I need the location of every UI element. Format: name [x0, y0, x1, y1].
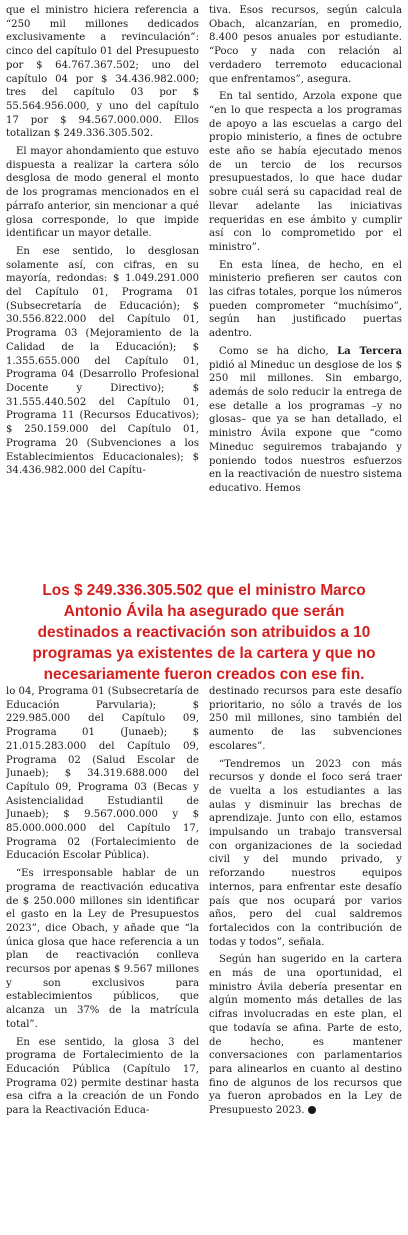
paragraph-with-publication-name	[209, 345, 402, 496]
pull-quote-line: destinados a reactivación son atribuidos a 10	[37, 623, 371, 641]
paragraph: destinado recursos para este desafío prioritario, no sólo a través de los 250 mil millones, sino también del aumento de las subvenciones escolares”.	[209, 686, 402, 752]
paragraph-text: Según han sugerido en la cartera en más de una oportunidad, el ministro Ávila debería presentar en algún momento más detalles de las cifras involucradas en este plan, el que todavía se afina. Parte de esto, de hecho, es mantener conversaciones con parlamentarios para alinearlos en cuanto al destino fino de algunos de los recursos que ya fueron aprobados en la Ley de Presupuesto 2023.	[209, 954, 402, 1117]
bottom-right-column	[209, 685, 402, 1231]
pull-quote-line: Los $ 249.336.305.502 que el ministro Marco	[42, 581, 366, 599]
paragraph: El mayor ahondamiento que estuvo dispuesta a realizar la cartera sólo desglosa de modo general el monto de los programas mencionados en el párrafo anterior, sin mencionar a qué glosa corresponde, lo que impide identificar un mayor detalle.	[6, 146, 199, 240]
paragraph: En tal sentido, Arzola expone que “en lo que respecta a los programas de apoyo a las escuelas a cargo del propio ministerio, a fines de octubre este año se había ejecutado menos de un tercio de los recursos presupuestados, lo que hace dudar sobre cuál será su capacidad real de llevar adelante las iniciativas requeridas en ese ámbito y cumplir así con lo comprometido por el ministro”.	[209, 91, 402, 253]
paragraph: tiva. Esos recursos, según calcula Obach, alcanzarían, en promedio, 8.400 pesos anuales por estudiante. “Poco y nada con relación al verdadero terremoto educacional que enfrentamos”, asegura.	[209, 5, 402, 85]
paragraph: que el ministro hiciera referencia a “250 mil millones dedicados exclusivamente a revinculación”: cinco del capítulo 01 del Presupuesto por $ 64.767.367.502; uno del capítulo 04 por $ 34.436.982.000; tres del capítulo 03 por $ 55.564.956.000, y uno del capítulo 17 por $ 94.567.000.000. Ellos totalizan $ 249.336.305.502.	[6, 5, 199, 140]
paragraph-final	[209, 953, 402, 1117]
end-of-article-icon	[308, 1106, 316, 1114]
paragraph: “Tendremos un 2023 con más recursos y donde el foco será traer de vuelta a los estudiantes a las aulas y disminuir las brechas de aprendizaje. Junto con ello, estamos impulsando un trabajo transversal con organizaciones de la sociedad civil y del mundo privado, y reforzando nuestros equipos internos, para enfrentar este desafío país que nos ocupará por varios años, pero del cual saldremos fortalecidos con la contribución de todas y todos”, señala.	[209, 758, 402, 948]
paragraph: En ese sentido, lo desglosan solamente así, con cifras, en su mayoría, redondas: $ 1.049.291.000 del Capítulo 01, Programa 01 (Subsecretaría de Educación); $ 30.556.822.000 del Capítulo 01, Programa 03 (Mejoramiento de la Calidad de la Educación); $ 1.355.655.000 del Capítulo 01, Programa 04 (Desarrollo Profesional Docente y Directivo); $ 31.555.440.502 del Capítulo 01, Programa 11 (Recursos Educativos); $ 250.159.000 del Capítulo 01, Programa 20 (Subvenciones a los Establecimientos Educacionales); $ 34.436.982.000 del Capítu-	[6, 245, 199, 477]
top-left-column	[6, 4, 199, 578]
publication-name: La Tercera	[337, 345, 402, 357]
paragraph: “Es irresponsable hablar de un programa de reactivación educativa de $ 250.000 millones sin identificar el gasto en la Ley de Presupuestos 2023”, dice Obach, y añade que “la única glosa que hace referencia a un plan de reactivación conlleva recursos por apenas $ 9.567 millones y son exclusivos para establecimientos públicos, que alcanza un 37% de la matrícula total”.	[6, 868, 199, 1030]
paragraph: En esta línea, de hecho, en el ministerio prefieren ser cautos con las cifras totales, porque los números pueden comprometer “muchísimo”, según han justificado puertas adentro.	[209, 259, 402, 340]
top-right-column	[209, 4, 402, 578]
paragraph: En ese sentido, la glosa 3 del programa de Fortalecimiento de la Educación Pública (Capítulo 17, Programa 02) permite destinar hasta esa cifra a la creación de un Fondo para la Reactivación Educa-	[6, 1036, 199, 1117]
paragraph: lo 04, Programa 01 (Subsecretaría de Educación Parvularia); $ 229.985.000 del Capítulo 09, Programa 01 (Junaeb); $ 21.015.283.000 del Capítulo 09, Programa 02 (Salud Escolar de Junaeb); $ 34.319.688.000 del Capítulo 09, Programa 03 (Becas y Asistencialidad Estudiantil de Junaeb); $ 9.567.000.000 y $ 85.000.000.000 del Capítulo 17, Programa 02 (Fortalecimiento de Educación Escolar Pública).	[6, 686, 199, 862]
pull-quote-line: Antonio Ávila ha asegurado que serán	[63, 602, 345, 620]
bottom-columns	[6, 685, 402, 1231]
paragraph-text: Como se ha dicho,	[219, 345, 338, 357]
bottom-left-column	[6, 685, 199, 1231]
pull-quote	[8, 581, 400, 683]
top-columns	[6, 4, 402, 578]
pull-quote-line: programas ya existentes de la cartera y que no	[32, 644, 376, 662]
pull-quote-line: necesariamente fueron creados con ese fin.	[43, 665, 365, 683]
paragraph-text: pidió al Mineduc un desglose de los $ 250 mil millones. Sin embargo, además de solo reducir la entrega de ese detalle a los programas –y no glosas– que ya se han detallado, el ministro Ávila expone que “como Mineduc seguiremos trabajando y poniendo todos nuestros esfuerzos en la reactivación de nuestro sistema educativo. Hemos	[209, 359, 402, 494]
